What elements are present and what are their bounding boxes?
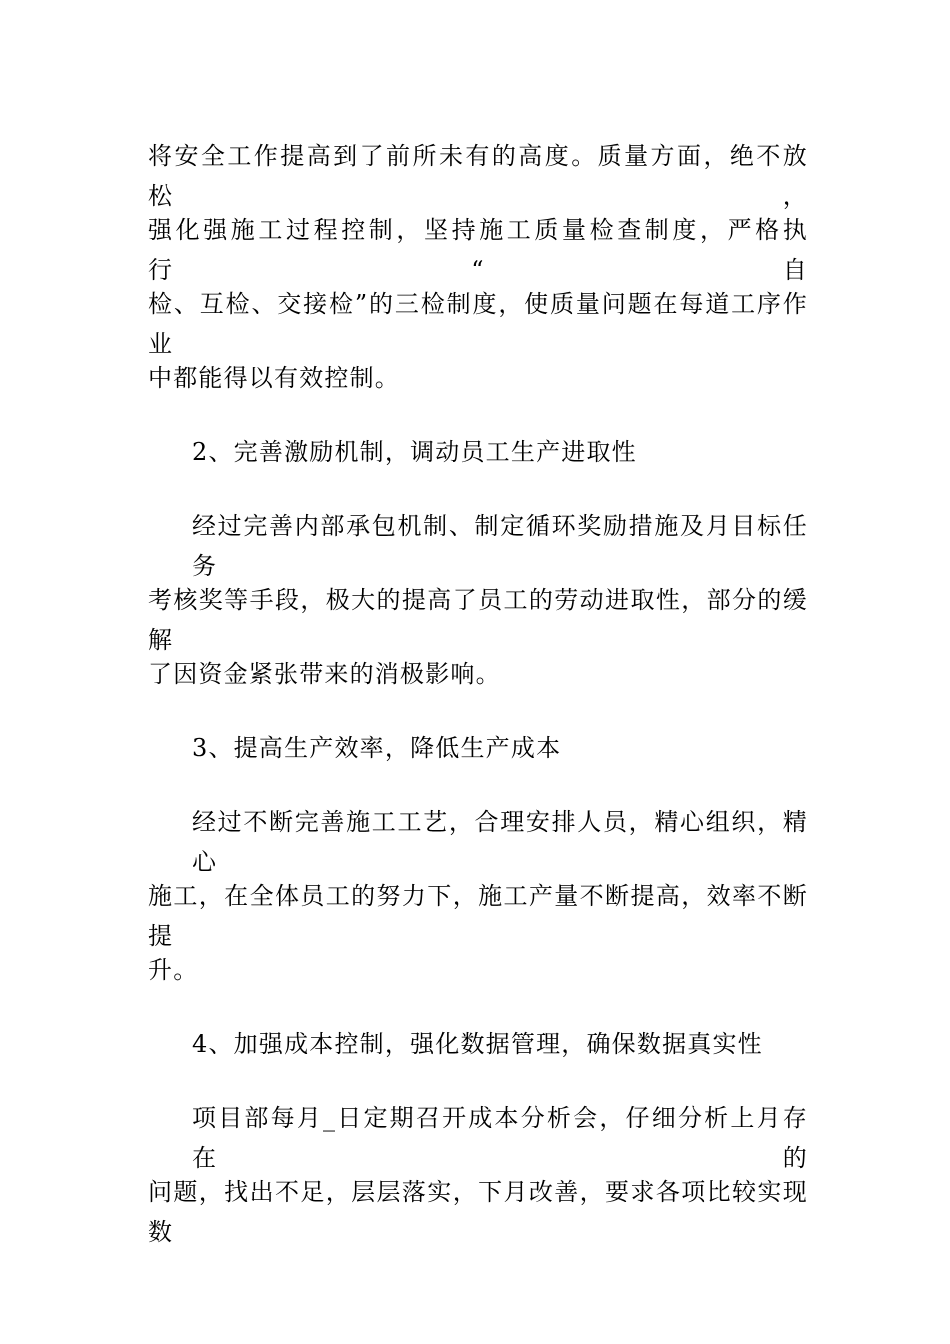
paragraph-line: 检、互检、交接检”的三检制度，使质量问题在每道工序作业 bbox=[148, 290, 808, 358]
section-heading: 2、完善激励机制，调动员工生产进取性 bbox=[192, 438, 637, 466]
paragraph-line: 经过不断完善施工工艺，合理安排人员，精心组织，精心 bbox=[192, 808, 808, 876]
paragraph-line: 经过完善内部承包机制、制定循环奖励措施及月目标任务 bbox=[192, 512, 808, 580]
paragraph-line: 了因资金紧张带来的消极影响。 bbox=[148, 660, 501, 688]
paragraph-line: 中都能得以有效控制。 bbox=[148, 364, 400, 392]
paragraph-line: 将安全工作提高到了前所未有的高度。质量方面，绝不放松， bbox=[148, 142, 808, 210]
section-heading: 4、加强成本控制，强化数据管理，确保数据真实性 bbox=[192, 1030, 763, 1058]
paragraph-line: 施工，在全体员工的努力下，施工产量不断提高，效率不断提 bbox=[148, 882, 808, 950]
paragraph-line: 强化强施工过程控制，坚持施工质量检查制度，严格执行“自 bbox=[148, 216, 808, 284]
paragraph-line: 升。 bbox=[148, 956, 199, 984]
paragraph-line: 问题，找出不足，层层落实，下月改善，要求各项比较实现数 bbox=[148, 1178, 808, 1246]
paragraph-line: 考核奖等手段，极大的提高了员工的劳动进取性，部分的缓解 bbox=[148, 586, 808, 654]
paragraph-line: 项目部每月_日定期召开成本分析会，仔细分析上月存在的 bbox=[192, 1104, 808, 1172]
section-heading: 3、提高生产效率，降低生产成本 bbox=[192, 734, 562, 762]
